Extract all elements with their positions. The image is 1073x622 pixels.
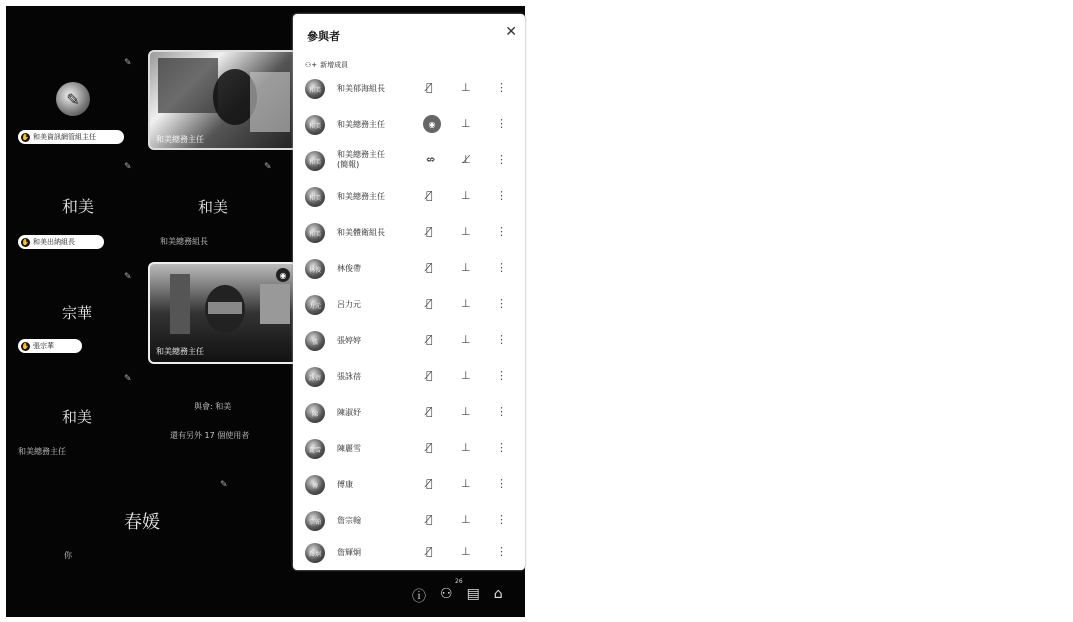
- pin-icon[interactable]: ⊥: [461, 477, 471, 490]
- participant-row[interactable]: [293, 180, 525, 212]
- avatar: 詠蓓: [305, 367, 325, 387]
- presenting-icon: ⇎: [426, 153, 436, 166]
- more-options-icon[interactable]: ⋮: [496, 297, 507, 310]
- participant-name: 和美總務主任: [18, 447, 66, 456]
- participant-row[interactable]: [293, 468, 525, 500]
- add-person-icon: ⚇+: [305, 61, 318, 69]
- avatar: 和美: [305, 223, 325, 243]
- people-icon[interactable]: ⚇: [440, 586, 453, 602]
- mic-off-icon[interactable]: 🎙̸: [426, 189, 433, 202]
- avatar: 和美: [305, 151, 325, 171]
- video-caption: 和美總務主任: [156, 347, 204, 356]
- participant-initials: 和美: [62, 197, 95, 216]
- participant-name: 詹宗翰: [337, 516, 361, 525]
- more-options-icon[interactable]: ⋮: [496, 189, 507, 202]
- pin-icon[interactable]: ⊥: [461, 441, 471, 454]
- avatar: 和美: [305, 79, 325, 99]
- participant-initials: 和美: [62, 408, 93, 426]
- participant-name: 和美總務主任: [337, 120, 385, 129]
- participant-row[interactable]: [293, 396, 525, 428]
- mic-off-icon[interactable]: 🎙̸: [426, 225, 433, 238]
- more-options-icon[interactable]: ⋮: [496, 369, 507, 382]
- participant-row[interactable]: [293, 504, 525, 536]
- participant-name: 張詠蓓: [337, 372, 361, 381]
- mic-off-icon[interactable]: 🎙̸: [426, 297, 433, 310]
- participant-name: 和美資訊網管組主任: [33, 133, 96, 141]
- avatar: 張: [305, 331, 325, 351]
- participant-name: 張婷婷: [337, 336, 361, 345]
- avatar: 和美: [305, 187, 325, 207]
- participant-name: 陳麗雪: [337, 444, 361, 453]
- mic-off-icon[interactable]: 🎙̸: [426, 545, 433, 558]
- avatar: 力元: [305, 295, 325, 315]
- participant-initials: 宗華: [62, 304, 93, 322]
- self-label: 你: [64, 551, 72, 560]
- participant-name: 和美郁海組長: [337, 84, 385, 93]
- avatar: 宗翰: [305, 511, 325, 531]
- participant-name: 和美體衛組長: [337, 228, 385, 237]
- pin-icon[interactable]: ⊥: [461, 225, 471, 238]
- more-options-icon[interactable]: ⋮: [496, 81, 507, 94]
- mic-off-icon[interactable]: 🎙̸: [426, 333, 433, 346]
- pin-icon[interactable]: ⊥: [461, 545, 471, 558]
- raise-hand-icon: ✋: [21, 133, 30, 141]
- more-options-icon[interactable]: ⋮: [496, 261, 507, 274]
- mic-off-icon: ✎: [264, 162, 272, 172]
- participant-name-pill: [18, 130, 124, 144]
- avatar: 和美: [305, 115, 325, 135]
- mic-off-icon: ✎: [124, 162, 132, 172]
- more-options-icon[interactable]: ⋮: [496, 513, 507, 526]
- participant-name-pill: [18, 339, 82, 353]
- participant-name: 陳淑妤: [337, 408, 361, 417]
- close-icon[interactable]: ✕: [505, 24, 517, 40]
- participants-panel: [293, 14, 525, 570]
- participant-name: 和美出納組長: [33, 238, 75, 246]
- avatar: 輝炯: [305, 543, 325, 563]
- mic-off-icon[interactable]: 🎙̸: [426, 81, 433, 94]
- participant-name-line2: (簡報): [337, 160, 360, 169]
- participant-name-line1: 和美總務主任: [337, 150, 385, 159]
- others-count: 還有另外 17 個使用者: [170, 431, 250, 440]
- mic-off-icon: ✎: [124, 374, 132, 384]
- raise-hand-icon: ✋: [21, 342, 30, 350]
- participant-row[interactable]: [293, 216, 525, 248]
- participant-name: 林俊帶: [337, 264, 361, 273]
- participant-name: 詹輝炯: [337, 548, 361, 557]
- raise-hand-icon: ✋: [21, 238, 30, 246]
- pin-icon[interactable]: ⊥: [461, 513, 471, 526]
- add-people-label: 新增成員: [320, 61, 349, 69]
- participant-name: 張宗華: [33, 342, 54, 350]
- mic-off-icon: ✎: [220, 480, 228, 490]
- avatar: 林俊: [305, 259, 325, 279]
- speaking-indicator-icon: ◉: [276, 268, 290, 282]
- pin-icon[interactable]: ⊥: [461, 333, 471, 346]
- more-options-icon[interactable]: ⋮: [496, 441, 507, 454]
- participant-row[interactable]: [293, 144, 525, 176]
- avatar: ✎: [56, 82, 90, 116]
- pin-icon[interactable]: ⊥: [461, 81, 471, 94]
- more-options-icon[interactable]: ⋮: [496, 333, 507, 346]
- more-options-icon[interactable]: ⋮: [496, 477, 507, 490]
- activities-icon[interactable]: ⌂: [493, 586, 503, 602]
- speaking-indicator-icon: ◉: [423, 115, 441, 133]
- participant-name: [337, 150, 397, 170]
- participant-initials: 春媛: [124, 512, 160, 533]
- participant-row[interactable]: [293, 536, 525, 568]
- participant-name: 和美總務主任: [337, 192, 385, 201]
- participant-row[interactable]: [293, 72, 525, 104]
- add-people-button[interactable]: [305, 60, 348, 70]
- participant-row[interactable]: [293, 108, 525, 140]
- participant-name-pill: [18, 235, 104, 249]
- avatar: 陳: [305, 403, 325, 423]
- avatar: 麗雪: [305, 439, 325, 459]
- panel-title: 參與者: [307, 30, 340, 43]
- more-options-icon[interactable]: ⋮: [496, 545, 507, 558]
- mic-off-icon[interactable]: 🎙̸: [426, 477, 433, 490]
- video-tile[interactable]: [148, 50, 298, 150]
- unpin-icon[interactable]: ⊥̸: [461, 153, 471, 166]
- participant-initials: 和美: [198, 198, 229, 216]
- avatar: 傅: [305, 475, 325, 495]
- chat-icon[interactable]: ▤: [466, 586, 480, 602]
- pin-icon[interactable]: ⊥: [461, 117, 471, 130]
- others-title: 與會: 和美: [194, 402, 232, 411]
- pin-icon[interactable]: ⊥: [461, 369, 471, 382]
- mic-off-icon: ✎: [124, 272, 132, 282]
- participant-row[interactable]: [293, 360, 525, 392]
- participant-name: 和美總務組長: [160, 237, 208, 246]
- mic-off-icon[interactable]: 🎙̸: [426, 441, 433, 454]
- bottom-toolbar: [412, 586, 503, 606]
- video-caption: 和美總務主任: [156, 135, 204, 144]
- more-options-icon[interactable]: ⋮: [496, 153, 507, 166]
- participant-row[interactable]: [293, 324, 525, 356]
- pin-icon[interactable]: ⊥: [461, 189, 471, 202]
- mic-off-icon[interactable]: 🎙̸: [426, 405, 433, 418]
- video-tile[interactable]: [148, 262, 298, 364]
- pin-icon[interactable]: ⊥: [461, 405, 471, 418]
- participant-row[interactable]: [293, 432, 525, 464]
- more-options-icon[interactable]: ⋮: [496, 117, 507, 130]
- participant-name: 呂力元: [337, 300, 361, 309]
- mic-off-icon[interactable]: 🎙̸: [426, 513, 433, 526]
- pin-icon[interactable]: ⊥: [461, 297, 471, 310]
- participant-name: 傅康: [337, 480, 353, 489]
- mic-off-icon[interactable]: 🎙̸: [426, 261, 433, 274]
- participant-row[interactable]: [293, 288, 525, 320]
- mic-off-icon: ✎: [124, 58, 132, 68]
- pin-icon[interactable]: ⊥: [461, 261, 471, 274]
- info-icon[interactable]: ⓘ: [412, 589, 426, 605]
- mic-off-icon[interactable]: 🎙̸: [426, 369, 433, 382]
- more-options-icon[interactable]: ⋮: [496, 225, 507, 238]
- more-options-icon[interactable]: ⋮: [496, 405, 507, 418]
- participant-count-badge: 26: [455, 578, 463, 585]
- participant-row[interactable]: [293, 252, 525, 284]
